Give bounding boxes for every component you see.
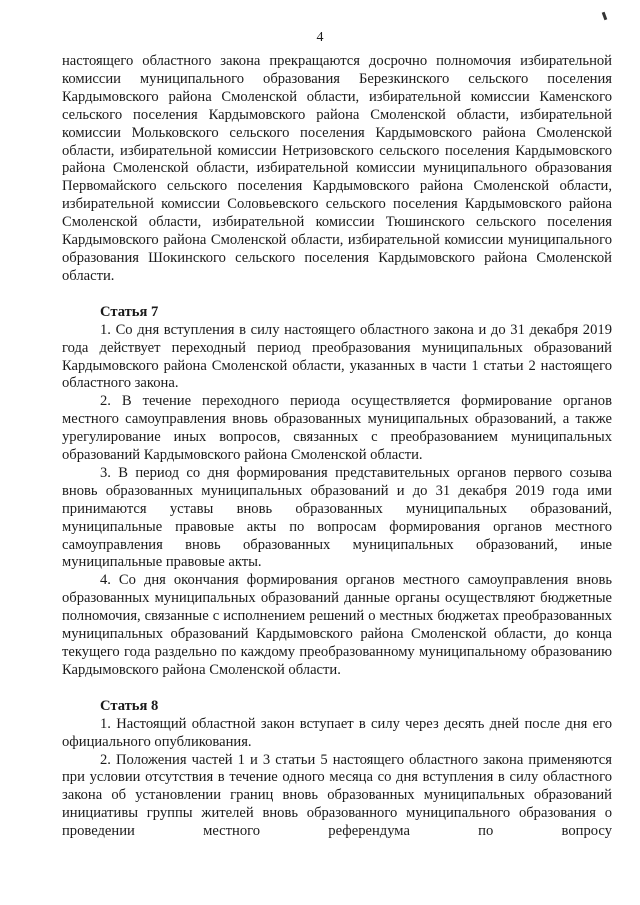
article-7-heading: Статья 7 xyxy=(100,303,159,320)
intro-paragraph: настоящего областного закона прекращаются досрочно полномочия избирательной комиссии муниципального образования Березкинского сельского поселения Кардымовского района Смоленской области, избирательной комиссии Каменского сельского поселения Кардымовского района Смоленской области, избирательной комиссии Мольковского сельского поселения Кардымовского района Смоленской области, избирательной комиссии Нетризовского сельского поселения Кардымовского района Смоленской области, избирательной комиссии муниципального образования Первомайского сельского поселения Кардымовского района Смоленской области, избирательной комиссии Соловьевского сельского поселения Кардымовского района Смоленской области, избирательной комиссии Тюшинского сельского поселения Кардымовского района Смоленской области, избирательной комиссии муниципального образования Шокинского сельского поселения Кардымовского района Смоленской области. xyxy=(62,53,612,284)
article-7-part-2: 2. В течение переходного периода осуществляется формирование органов местного самоуправления вновь образованных муниципальных образований, а также урегулирование иных вопросов, связанных с преобразованием муниципальных образований Кардымовского района Смоленской области. xyxy=(62,393,612,464)
article-8-part-2: 2. Положения частей 1 и 3 статьи 5 настоящего областного закона применяются при условии отсутствия в течение одного месяца со дня вступления в силу областного закона об установлении границ вновь образованных муниципальных образований инициативы группы жителей вновь образованного муниципального образования о проведении местного референдума по вопросу xyxy=(62,751,612,840)
article-7-part-3: 3. В период со дня формирования представительных органов первого созыва вновь образованных муниципальных образований и до 31 декабря 2019 года ими принимаются уставы вновь образованных муниципальных образований, муниципальные правовые акты по вопросам формирования органов местного самоуправления вновь образованных муниципальных образований, иные муниципальные правовые акты. xyxy=(62,464,612,571)
article-8-part-1: 1. Настоящий областной закон вступает в силу через десять дней после дня его официального опубликования. xyxy=(62,715,612,750)
article-7-part-4: 4. Со дня окончания формирования органов местного самоуправления вновь образованных муниципальных образований данные органы осуществляют бюджетные полномочия, связанные с исполнением решений о местных бюджетах преобразованных муниципальных образований Кардымовского района Смоленской области, до конца текущего года раздельно по каждому преобразованному муниципальному образованию Кардымовского района Смоленской области. xyxy=(62,572,612,678)
document-body xyxy=(62,53,612,841)
article-7-part-1: 1. Со дня вступления в силу настоящего областного закона и до 31 декабря 2019 года действует переходный период преобразования муниципальных образований Кардымовского района Смоленской области, указанных в части 1 статьи 2 настоящего областного закона. xyxy=(62,321,612,392)
article-8-heading: Статья 8 xyxy=(100,697,159,714)
section-spacer xyxy=(62,286,612,304)
corner-pen-mark xyxy=(602,12,608,21)
page-number: 4 xyxy=(316,30,324,45)
section-spacer xyxy=(62,680,612,698)
